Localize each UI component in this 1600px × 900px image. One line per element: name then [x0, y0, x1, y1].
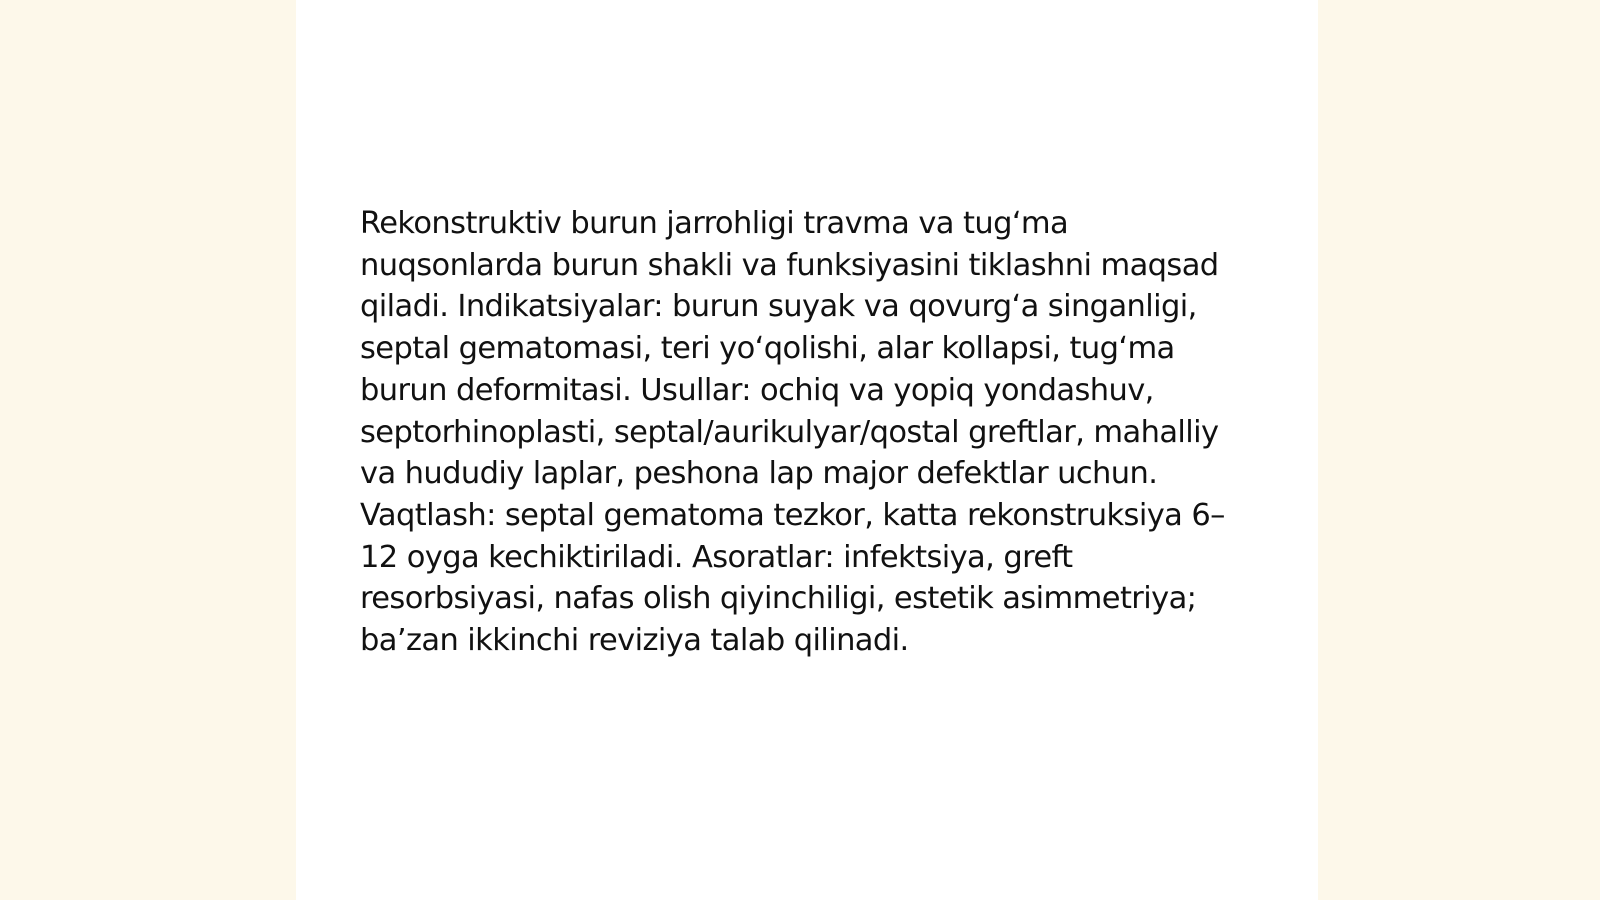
slide-body-text: Rekonstruktiv burun jarrohligi travma va tug‘ma nuqsonlarda burun shakli va funksiyasini tiklashni maqsad qiladi. Indikatsiyalar: burun suyak va qovurg‘a singanligi, septal gematomasi, teri yo‘qolishi, alar kollapsi, tug‘ma burun deformitasi. Usullar: ochiq va yopiq yondashuv, septorhinoplasti, septal/aurikulyar/qostal greftlar, mahalliy va hududiy laplar, peshona lap major defektlar uchun. Vaqtlash: septal gematoma tezkor, katta rekonstruksiya 6–12 oyga kechiktiriladi. Asoratlar: infektsiya, greft resorbsiyasi, nafas olish qiyinchiligi, estetik asimmetriya; ba’zan ikkinchi reviziya talab qilinadi. [360, 206, 1225, 659]
slide [296, 0, 1318, 900]
